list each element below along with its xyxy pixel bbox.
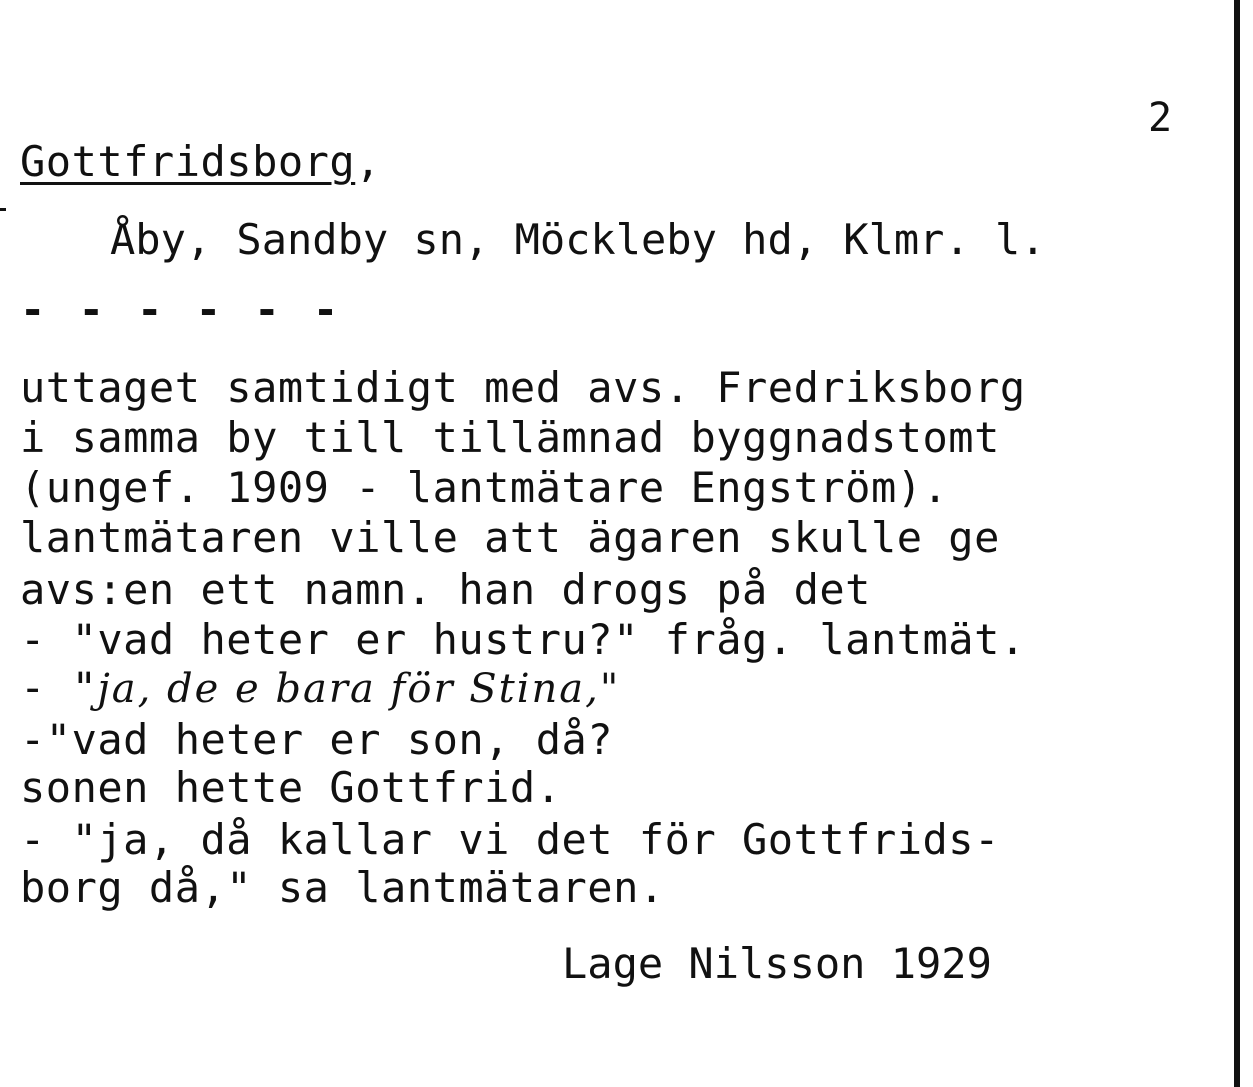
- body-line: lantmätaren ville att ägaren skulle ge: [20, 513, 1000, 562]
- body-line: borg då," sa lantmätaren.: [20, 863, 665, 912]
- body-line: avs:en ett namn. han drogs på det: [20, 565, 871, 614]
- body-line: i samma by till tillämnad byggnadstomt: [20, 413, 1000, 462]
- body-line: -"vad heter er son, då?: [20, 715, 614, 764]
- card-edge-border: [1234, 0, 1240, 1087]
- handwritten-text: ja, de e bara för Stina,": [97, 666, 621, 712]
- body-line: uttaget samtidigt med avs. Fredriksborg: [20, 363, 1026, 412]
- body-line: sonen hette Gottfrid.: [20, 763, 562, 812]
- left-edge-mark: [0, 208, 6, 211]
- body-line: - "vad heter er hustru?" fråg. lantmät.: [20, 615, 1026, 664]
- place-name-heading: [20, 138, 381, 186]
- dash-separator: - - - - - -: [20, 285, 343, 334]
- signature: Lage Nilsson 1929: [562, 939, 992, 988]
- handwritten-prefix: - ": [20, 663, 98, 712]
- place-name-title: Gottfridsborg: [20, 137, 356, 186]
- location-line: Åby, Sandby sn, Möckleby hd, Klmr. l.: [110, 215, 1046, 264]
- body-line: (ungef. 1909 - lantmätare Engström).: [20, 463, 949, 512]
- place-name-comma: ,: [355, 137, 382, 186]
- body-line: - "ja, då kallar vi det för Gottfrids-: [20, 815, 1000, 864]
- page-number: 2: [1148, 95, 1173, 141]
- handwritten-line: [20, 664, 620, 713]
